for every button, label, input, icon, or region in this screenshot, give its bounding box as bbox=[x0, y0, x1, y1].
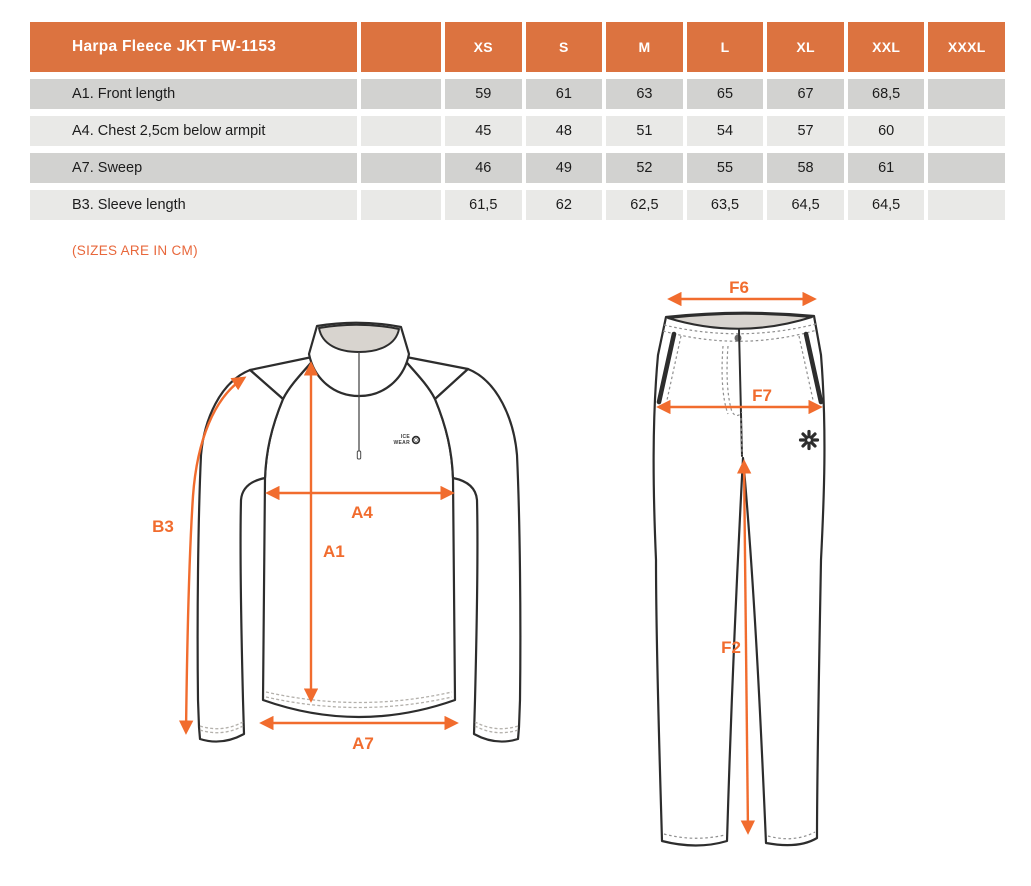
jacket-logo-text-bottom: WEAR bbox=[393, 440, 410, 446]
value-cell bbox=[928, 79, 1005, 109]
pants-button bbox=[735, 335, 742, 342]
pants-diagram bbox=[654, 278, 825, 846]
value-cell: 57 bbox=[767, 116, 844, 146]
jacket-logo-text-top: ICE bbox=[400, 434, 410, 440]
f6-label: F6 bbox=[729, 278, 749, 297]
pants-body bbox=[654, 313, 825, 846]
col-header-xs: XS bbox=[445, 22, 522, 72]
value-cell bbox=[928, 190, 1005, 220]
pants-snowflake-icon bbox=[801, 432, 818, 449]
table-header-spacer bbox=[361, 22, 441, 72]
value-cell: 48 bbox=[526, 116, 603, 146]
row-spacer bbox=[361, 79, 441, 109]
value-cell bbox=[928, 116, 1005, 146]
value-cell: 68,5 bbox=[848, 79, 925, 109]
jacket-diagram bbox=[152, 323, 520, 753]
row-label: A4. Chest 2,5cm below armpit bbox=[30, 116, 357, 146]
a1-label: A1 bbox=[323, 542, 345, 561]
value-cell: 52 bbox=[606, 153, 683, 183]
col-header-xxl: XXL bbox=[848, 22, 925, 72]
value-cell: 65 bbox=[687, 79, 764, 109]
b3-label: B3 bbox=[152, 517, 174, 536]
value-cell: 49 bbox=[526, 153, 603, 183]
value-cell: 59 bbox=[445, 79, 522, 109]
row-label: B3. Sleeve length bbox=[30, 190, 357, 220]
col-header-m: M bbox=[606, 22, 683, 72]
value-cell: 61 bbox=[848, 153, 925, 183]
f2-label: F2 bbox=[721, 638, 741, 657]
value-cell: 62,5 bbox=[606, 190, 683, 220]
row-label: A1. Front length bbox=[30, 79, 357, 109]
col-header-xxxl: XXXL bbox=[928, 22, 1005, 72]
jacket-logo-snowflake-icon bbox=[412, 436, 420, 444]
f7-label: F7 bbox=[752, 386, 772, 405]
col-header-xl: XL bbox=[767, 22, 844, 72]
measurement-diagrams bbox=[0, 270, 1031, 886]
value-cell: 54 bbox=[687, 116, 764, 146]
value-cell: 63,5 bbox=[687, 190, 764, 220]
table-title: Harpa Fleece JKT FW-1153 bbox=[30, 22, 357, 72]
value-cell: 60 bbox=[848, 116, 925, 146]
value-cell: 46 bbox=[445, 153, 522, 183]
value-cell: 63 bbox=[606, 79, 683, 109]
size-table bbox=[30, 22, 1005, 220]
row-spacer bbox=[361, 153, 441, 183]
value-cell: 45 bbox=[445, 116, 522, 146]
value-cell: 51 bbox=[606, 116, 683, 146]
jacket-zipper-pull bbox=[357, 451, 360, 459]
sizes-in-cm-note: (SIZES ARE IN CM) bbox=[72, 243, 198, 258]
a7-label: A7 bbox=[352, 734, 374, 753]
value-cell: 55 bbox=[687, 153, 764, 183]
value-cell: 64,5 bbox=[767, 190, 844, 220]
value-cell: 58 bbox=[767, 153, 844, 183]
value-cell: 61,5 bbox=[445, 190, 522, 220]
row-label: A7. Sweep bbox=[30, 153, 357, 183]
value-cell: 62 bbox=[526, 190, 603, 220]
value-cell: 61 bbox=[526, 79, 603, 109]
row-spacer bbox=[361, 190, 441, 220]
value-cell bbox=[928, 153, 1005, 183]
col-header-s: S bbox=[526, 22, 603, 72]
col-header-l: L bbox=[687, 22, 764, 72]
row-spacer bbox=[361, 116, 441, 146]
a4-label: A4 bbox=[351, 503, 373, 522]
value-cell: 64,5 bbox=[848, 190, 925, 220]
value-cell: 67 bbox=[767, 79, 844, 109]
